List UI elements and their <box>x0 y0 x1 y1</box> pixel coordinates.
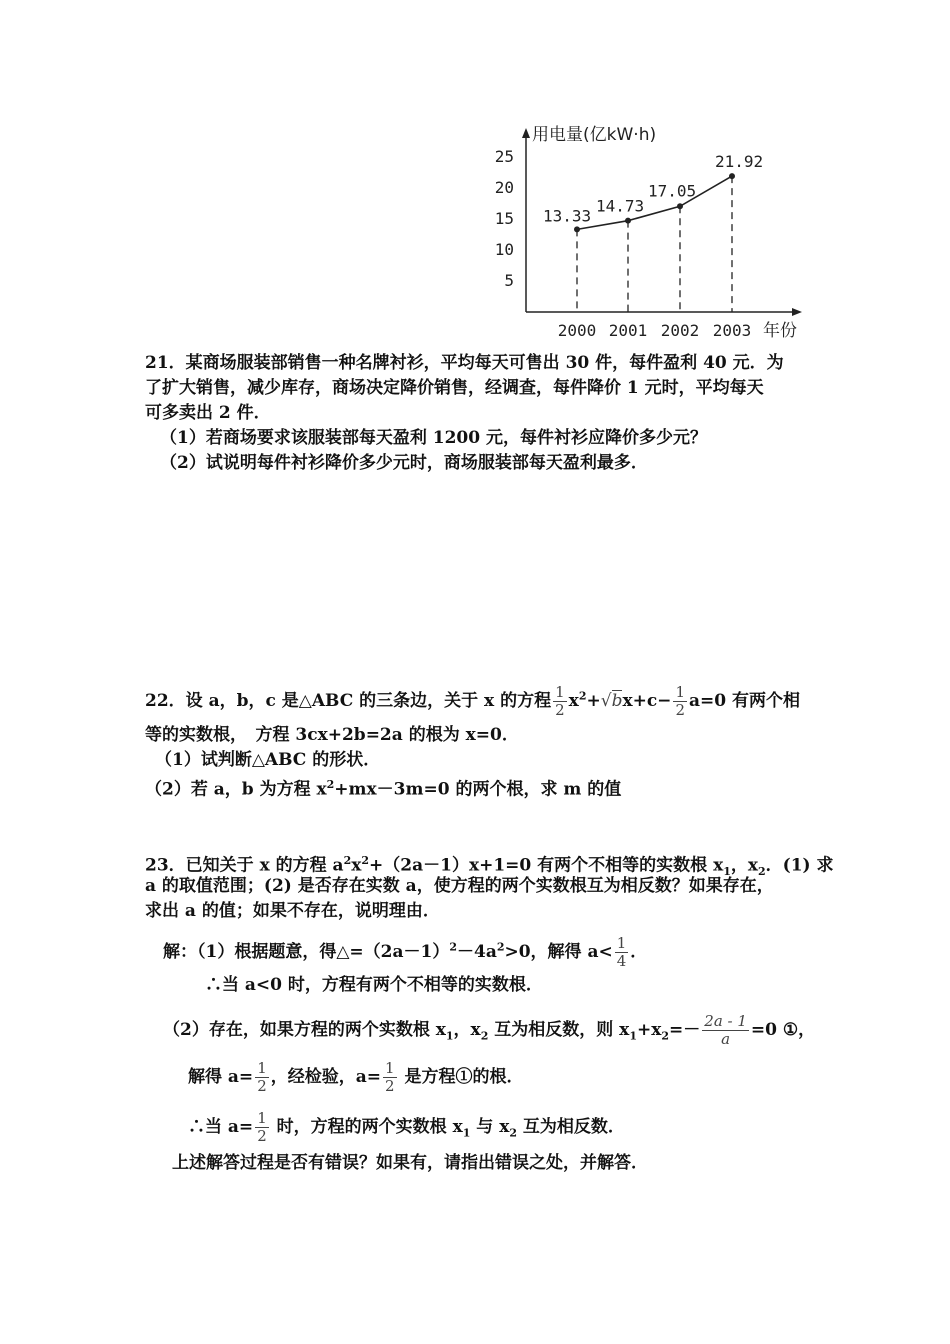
fraction-half-a: $\frac{1}{2}$ <box>257 1059 267 1095</box>
data-point <box>574 226 580 232</box>
y-tick-label: 10 <box>494 240 514 259</box>
y-axis-label: 用电量(亿kW·h) <box>532 125 657 145</box>
q23-solution-line4: 解得 a= $\frac{1}{2}$ ，经检验，a= $\frac{1}{2}$ 是方程①的根． <box>188 1059 524 1095</box>
x-tick-label: 2003 <box>712 321 752 340</box>
data-label: 13.33 <box>543 206 592 226</box>
q23-solution-line1: 解：（1）根据题意，得$\triangle=(2a-1)^2-4a^2>0$，解得 a< $\frac{1}{4}$ ． <box>163 934 648 970</box>
q21-line2: 了扩大销售，减少库存，商场决定降价销售，经调查，每件降价 1 元时，平均每天 <box>145 378 764 398</box>
data-label: 17.05 <box>648 181 697 201</box>
fraction-half-c: $\frac{1}{2}$ <box>257 1109 267 1145</box>
x-tick-label: 2000 <box>557 321 597 340</box>
q22-fraction-half-2: $\frac{1}{2}$ <box>675 683 685 719</box>
q21-line3: 可多卖出 2 件． <box>145 403 271 423</box>
electricity-chart <box>480 118 820 350</box>
y-tick-label: 20 <box>494 178 514 197</box>
q22-line2: 等的实数根， 方程 3cx+2b=2a 的根为 x=0． <box>145 725 519 745</box>
q23-solution-line5: ∴当 a= $\frac{1}{2}$ 时，方程的两个实数根 $x_1$ 与 $x_2$ 互为相反数． <box>188 1109 625 1145</box>
data-point <box>729 173 735 179</box>
q23-closing: 上述解答过程是否有错误？如果有，请指出错误之处，并解答． <box>172 1153 648 1173</box>
fraction-quarter: $\frac{1}{4}$ <box>616 934 627 970</box>
q22-fraction-half: $\frac{1}{2}$ <box>555 683 565 719</box>
q23-solution-line3: （2）存在，如果方程的两个实数根 $x_1$，$x_2$ 互为相反数，则 $x_1+x_2=-$ $\frac{2a - 1}{a}$ =0 ①， <box>163 1012 816 1048</box>
x-tick-label: 2001 <box>608 321 648 340</box>
data-label: 14.73 <box>596 196 645 216</box>
fraction-2a-minus-1-over-a: $\frac{2a - 1}{a}$ <box>704 1012 747 1048</box>
q23-line3: 求出 a 的值；如果不存在，说明理由． <box>145 901 440 921</box>
q23-line1: 23．已知关于 x 的方程 $a^2x^2+(2a-1)x+1=0$ 有两个不相等的实数根 $x_1$，$x_2$．(1) 求 <box>145 854 834 879</box>
q23-solution-line2: ∴当 a<0 时，方程有两个不相等的实数根． <box>205 975 543 995</box>
q21-line1: 21．某商场服装部销售一种名牌衬衫，平均每天可售出 30 件，每件盈利 40 元．为 <box>145 353 784 373</box>
q22-part1: （1）试判断△ABC 的形状． <box>155 750 381 770</box>
data-point <box>625 218 631 224</box>
data-label: 21.92 <box>715 152 764 172</box>
x-axis-label: 年份 <box>763 321 797 341</box>
y-tick-label: 25 <box>494 147 514 166</box>
sqrt-b: √b <box>600 691 623 711</box>
y-tick-label: 15 <box>494 209 514 228</box>
q21-part2: （2）试说明每件衬衫降价多少元时，商场服装部每天盈利最多． <box>160 453 648 473</box>
q22-part2: （2）若 a，b 为方程 $x^2+mx-3m=0$ 的两个根，求 m 的值 <box>145 778 622 800</box>
data-point <box>677 203 683 209</box>
q23-line2: a 的取值范围；(2) 是否存在实数 a，使方程的两个实数根互为相反数？如果存在， <box>145 876 774 896</box>
q22-prefix: 22．设 a，b，c 是△ABC 的三条边，关于 x 的方程 <box>145 691 552 711</box>
x-axis-arrow <box>792 308 802 316</box>
x-tick-label: 2002 <box>660 321 700 340</box>
y-axis-arrow <box>522 128 530 138</box>
y-tick-label: 5 <box>504 271 514 290</box>
q21-part1: （1）若商场要求该服装部每天盈利 1200 元，每件衬衫应降价多少元？ <box>160 428 707 448</box>
q22-line1: 22．设 a，b，c 是△ABC 的三条边，关于 x 的方程 $\frac{1}{2}$ $x^2+√bx+c-$ $\frac{1}{2}$ a=0 有两个相 <box>145 683 800 719</box>
fraction-half-b: $\frac{1}{2}$ <box>385 1059 395 1095</box>
